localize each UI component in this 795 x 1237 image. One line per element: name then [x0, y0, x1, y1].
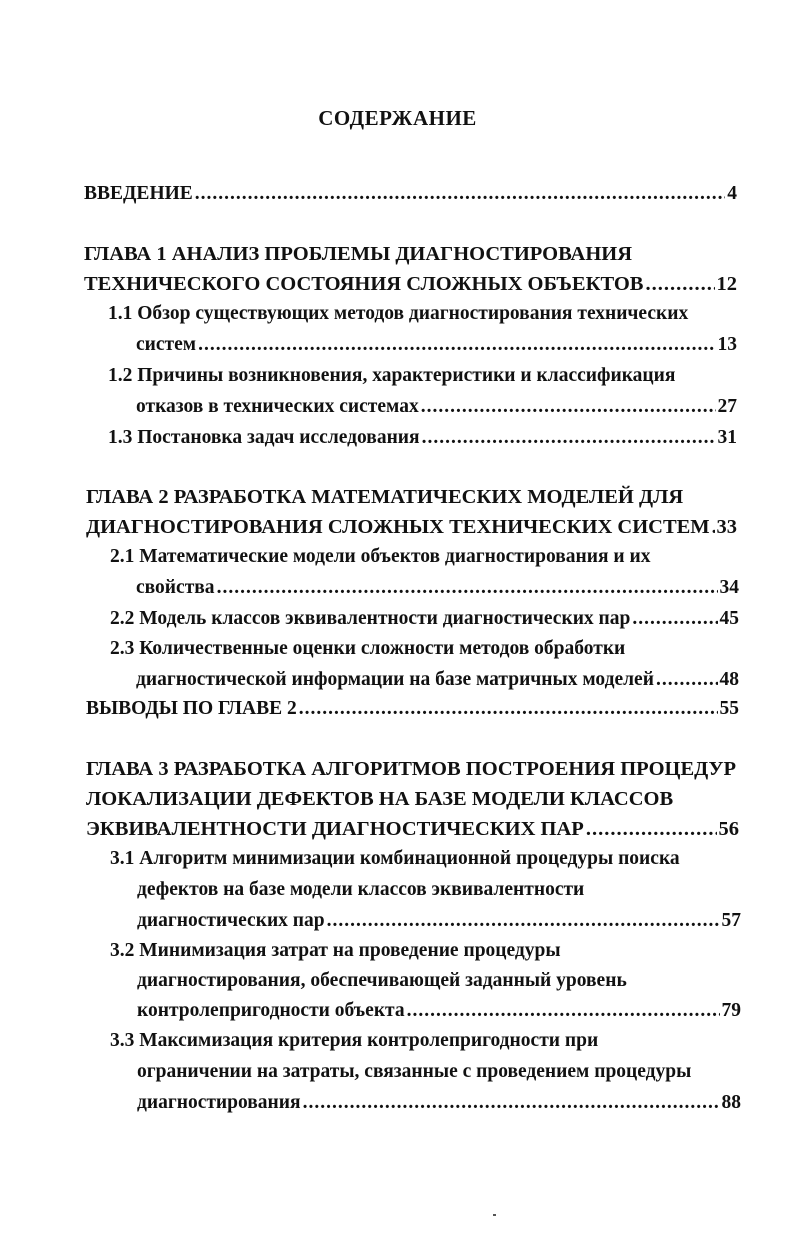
section-2-3-line1: 2.3 Количественные оценки сложности методов обработки	[110, 638, 626, 659]
page-number: 48	[719, 669, 739, 690]
page-number: 34	[719, 577, 739, 598]
page-number: 12	[716, 273, 737, 295]
leader-dots	[217, 574, 718, 602]
toc-entry-chapter2	[86, 513, 737, 541]
page-number: 88	[721, 1092, 741, 1113]
section-3-1-line2: дефектов на базе модели классов эквивалентности	[137, 879, 585, 900]
page-number: 4	[727, 183, 737, 204]
toc-entry-intro	[84, 180, 737, 208]
entry-text: диагностирования	[137, 1092, 301, 1113]
leader-dots	[198, 331, 715, 359]
entry-text: ВВЕДЕНИЕ	[84, 183, 193, 204]
toc-entry-section-2-1	[136, 574, 739, 602]
entry-text: ЭКВИВАЛЕНТНОСТИ ДИАГНОСТИЧЕСКИХ ПАР	[86, 818, 584, 840]
section-1-1-line1: 1.1 Обзор существующих методов диагностирования технических	[108, 303, 689, 324]
section-1-2-line1: 1.2 Причины возникновения, характеристики и классификация	[108, 365, 676, 386]
leader-dots	[712, 513, 715, 541]
page-number: 27	[717, 396, 737, 417]
leader-dots	[586, 815, 717, 843]
toc-entry-section-1-2	[136, 393, 737, 421]
toc-entry-section-1-3	[108, 424, 737, 452]
entry-text: 1.3 Постановка задач исследования	[108, 427, 420, 448]
chapter2-heading-line1: ГЛАВА 2 РАЗРАБОТКА МАТЕМАТИЧЕСКИХ МОДЕЛЕЙ ДЛЯ	[86, 486, 684, 508]
leader-dots	[303, 1089, 720, 1117]
section-2-1-line1: 2.1 Математические модели объектов диагностирования и их	[110, 546, 651, 567]
entry-text: ТЕХНИЧЕСКОГО СОСТОЯНИЯ СЛОЖНЫХ ОБЪЕКТОВ	[84, 273, 644, 295]
page-number: 79	[721, 1000, 741, 1021]
page-number: 31	[717, 427, 737, 448]
leader-dots	[645, 270, 714, 298]
entry-text: диагностических пар	[137, 910, 325, 931]
section-3-3-line1: 3.3 Максимизация критерия контролепригодности при	[110, 1030, 599, 1051]
leader-dots	[632, 605, 717, 633]
entry-text: диагностической информации на базе матричных моделей	[136, 669, 654, 690]
toc-entry-section-3-2	[137, 997, 741, 1025]
toc-entry-section-3-3	[137, 1089, 741, 1117]
section-3-3-line2: ограничении на затраты, связанные с проведением процедуры	[137, 1061, 692, 1082]
leader-dots	[656, 666, 718, 694]
chapter3-heading-line2: ЛОКАЛИЗАЦИИ ДЕФЕКТОВ НА БАЗЕ МОДЕЛИ КЛАССОВ	[86, 788, 674, 810]
entry-text: 2.2 Модель классов эквивалентности диагностических пар	[110, 608, 631, 629]
page-number: 13	[717, 334, 737, 355]
page-number: 45	[719, 608, 739, 629]
toc-entry-chapter3	[86, 815, 739, 843]
leader-dots	[299, 695, 718, 723]
entry-text: ВЫВОДЫ ПО ГЛАВЕ 2	[86, 698, 297, 719]
leader-dots	[407, 997, 720, 1025]
scan-speck	[493, 1214, 496, 1216]
leader-dots	[327, 907, 720, 935]
leader-dots	[195, 180, 725, 208]
leader-dots	[421, 393, 716, 421]
toc-title: СОДЕРЖАНИЕ	[318, 106, 477, 130]
toc-entry-section-2-2	[110, 605, 739, 633]
entry-text: контролепригодности объекта	[137, 1000, 405, 1021]
page-number: 57	[721, 910, 741, 931]
entry-text: отказов в технических системах	[136, 396, 419, 417]
page-number: 56	[718, 818, 739, 840]
chapter3-heading-line1: ГЛАВА 3 РАЗРАБОТКА АЛГОРИТМОВ ПОСТРОЕНИЯ ПРОЦЕДУР	[86, 758, 737, 780]
toc-entry-section-3-1	[137, 907, 741, 935]
section-3-2-line1: 3.2 Минимизация затрат на проведение процедуры	[110, 940, 561, 961]
toc-entry-conclusions-2	[86, 695, 739, 723]
toc-entry-section-1-1	[136, 331, 737, 359]
entry-text: свойства	[136, 577, 215, 598]
entry-text: систем	[136, 334, 197, 355]
leader-dots	[422, 424, 716, 452]
toc-entry-chapter1	[84, 270, 737, 298]
page-number: 55	[719, 698, 739, 719]
section-3-2-line2: диагностирования, обеспечивающей заданный уровень	[137, 970, 627, 991]
toc-entry-section-2-3	[136, 666, 739, 694]
entry-text: ДИАГНОСТИРОВАНИЯ СЛОЖНЫХ ТЕХНИЧЕСКИХ СИСТЕМ	[86, 516, 710, 538]
section-3-1-line1: 3.1 Алгоритм минимизации комбинационной процедуры поиска	[110, 848, 680, 869]
chapter1-heading-line1: ГЛАВА 1 АНАЛИЗ ПРОБЛЕМЫ ДИАГНОСТИРОВАНИЯ	[84, 243, 633, 265]
page-number: 33	[716, 516, 737, 538]
